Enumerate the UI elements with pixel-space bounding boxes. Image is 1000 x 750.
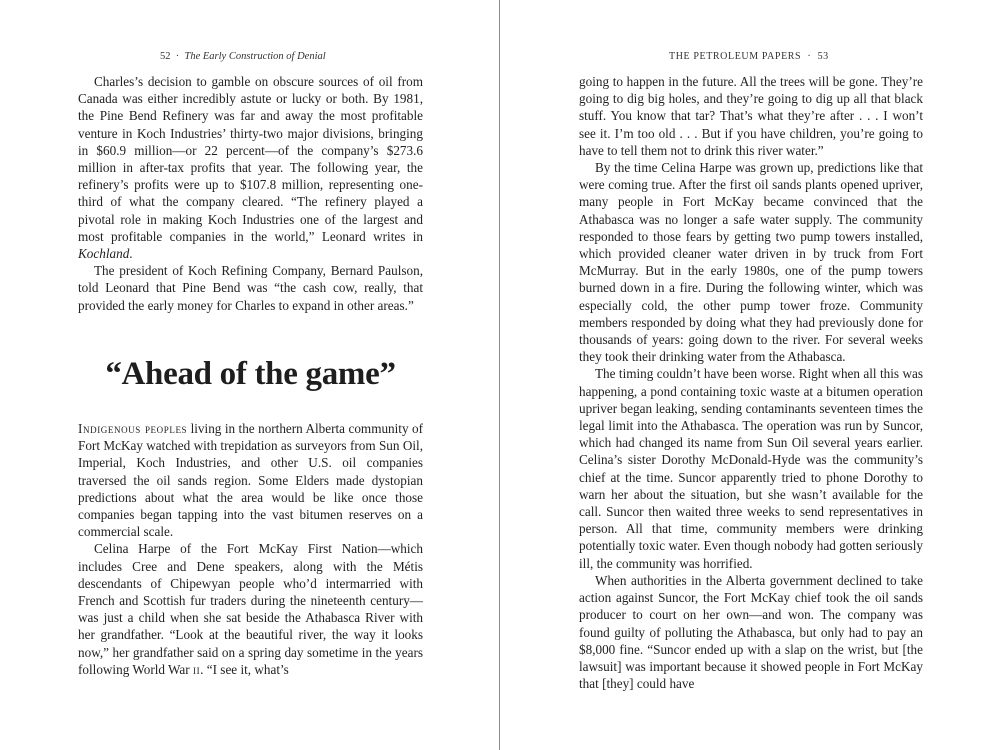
- roman-numeral-smallcaps: ii: [192, 661, 201, 677]
- left-text-block-top: [78, 73, 423, 314]
- right-running-head: [669, 51, 829, 62]
- paragraph-end: .: [129, 246, 133, 262]
- left-page: [0, 0, 499, 750]
- right-head-separator: ·: [807, 51, 812, 62]
- left-page-number: 52: [160, 51, 171, 62]
- paragraph: The timing couldn’t have been worse. Right when all this was happening, a pond containing toxic waste at a bitumen operation upriver began leaking, sending contaminants seventeen times the legal limit into the Athabasca. The operation was run by Suncor, which had changed its name from Sun Oil several years earlier. Celina’s sister Dorothy McDonald-Hyde was the community’s chief at the time. Suncor apparently tried to phone Dorothy to warn her about the situation, but she wasn’t available for the call. Suncor then waited three weeks to send representatives in person. All that time, community members were drinking potentially toxic water. Even though nobody had gotten seriously ill, the community was horrified.: [579, 366, 923, 571]
- paragraph-text: Celina Harpe of the Fort McKay First Nation—which includes Cree and Dene speakers, along with the Métis descendants of Chipewyan people who’d intermarried with French and Scottish fur traders during the nineteenth century—was just a child when she sat beside the Athabasca River with her grandfather. “Look at the beautiful river, the way it looks now,” her grandfather said on a spring day sometime in the years following World War: [78, 541, 423, 677]
- paragraph: going to happen in the future. All the trees will be gone. They’re going to dig big holes, and they’re going to dig up all that black stuff. You know that tar? That’s what they’re after . . . I won’t see it. I’m too old . . . But if you have children, you’re going to have to tell them not to drink this river water.”: [579, 74, 923, 158]
- section-heading: “Ahead of the game”: [105, 356, 396, 392]
- paragraph-end: . “I see it, what’s: [200, 661, 289, 677]
- paragraph-text: living in the northern Alberta community of Fort McKay watched with trepidation as surveyors from Sun Oil, Imperial, Koch Industries, and other U.S. oil companies traversed the oil sands region. Some Elders made dystopian predictions about what the area would be like once those companies began tapping into the vast bitumen reserves on a commercial scale.: [78, 421, 423, 540]
- paragraph-text: Charles’s decision to gamble on obscure sources of oil from Canada was either incredibly astute or lucky or both. By 1981, the Pine Bend Refinery was far and away the most profitable venture in Koch Industries’ thirty-two major divisions, bringing in $60.9 million—or 22 percent—of the company’s $273.6 million in after-tax profits that year. The following year, the refinery’s profits were up to $107.8 million, representing one-third of what the company cleared. “The refinery played a pivotal role in making Koch Industries one of the largest and most profitable companies in the world,” Leonard writes in: [78, 74, 423, 244]
- left-running-head: [160, 51, 326, 62]
- right-running-title: THE PETROLEUM PAPERS: [669, 51, 802, 62]
- right-text-block: [579, 73, 923, 692]
- left-text-block-bottom: [78, 420, 423, 678]
- paragraph: [78, 540, 423, 678]
- paragraph: By the time Celina Harpe was grown up, predictions like that were coming true. After the first oil sands plants opened upriver, many people in Fort McKay became convinced that the Athabasca was no longer a safe water supply. The community responded to those fears by getting two pump towers installed, which provided cleaner water driven in by truck from Fort McMurray. But in the early 1980s, one of the pump towers burned down in a fire. During the following winter, which was especially cold, the other pump tower froze. Community members responded by doing what they had previously done for thousands of years: going down to the river. For several weeks they took their drinking water from the Athabasca.: [579, 160, 923, 365]
- paragraph: The president of Koch Refining Company, Bernard Paulson, told Leonard that Pine Bend was “the cash cow, really, that provided the early money for Charles to expand in other areas.”: [78, 263, 423, 313]
- lead-in-smallcaps: Indigenous peoples: [78, 421, 188, 436]
- paragraph: [78, 420, 423, 540]
- paragraph: [78, 73, 423, 262]
- paragraph: When authorities in the Alberta government declined to take action against Suncor, the Fort McKay chief took the oil sands producer to court on her own—and won. The company was found guilty of polluting the Athabasca, but only had to pay an $8,000 fine. “Suncor ended up with a slap on the wrist, but [the lawsuit] was important because it showed people in Fort McKay that [they] could have: [579, 572, 923, 692]
- right-page-number: 53: [817, 51, 829, 62]
- right-page: [500, 0, 1000, 750]
- left-head-separator: ·: [175, 51, 180, 62]
- left-running-title: The Early Construction of Denial: [184, 51, 326, 62]
- book-title-italic: Kochland: [78, 246, 130, 262]
